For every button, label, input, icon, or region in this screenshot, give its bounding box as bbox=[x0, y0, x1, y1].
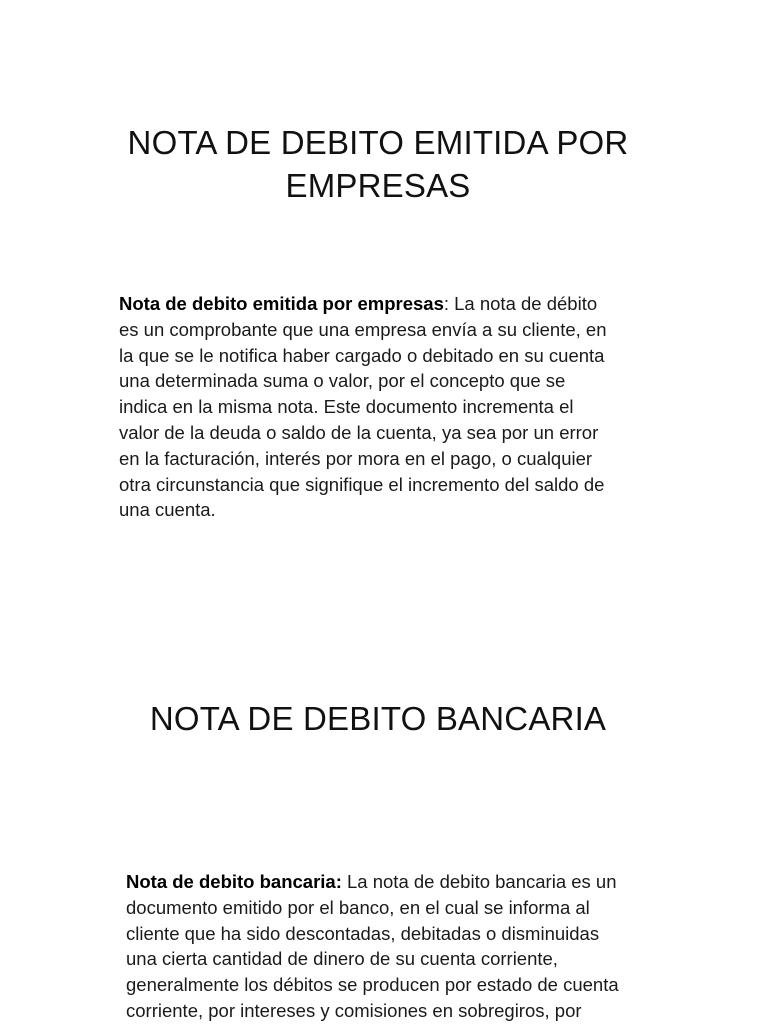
paragraph-line: La nota de débito bbox=[449, 293, 598, 314]
defined-term: Nota de debito emitida por empresas bbox=[119, 293, 444, 314]
paragraph-line: otra circunstancia que signifique el incremento del saldo de bbox=[119, 473, 605, 495]
paragraph-line: es un comprobante que una empresa envía a su cliente, en bbox=[119, 318, 607, 340]
paragraph-line: cliente que ha sido descontadas, debitadas o disminuidas bbox=[126, 922, 600, 944]
paragraph-line: corriente, por intereses y comisiones en sobregiros, por bbox=[126, 999, 582, 1021]
paragraph-line: la que se le notifica haber cargado o debitado en su cuenta bbox=[119, 344, 605, 366]
paragraph-line: generalmente los débitos se producen por estado de cuenta bbox=[126, 974, 619, 996]
paragraph-line: una cierta cantidad de dinero de su cuenta corriente, bbox=[126, 948, 558, 970]
definition-paragraph bbox=[119, 291, 649, 523]
paragraph-line: indica en la misma nota. Este documento incrementa el bbox=[119, 396, 574, 418]
slide-title bbox=[60, 697, 696, 740]
paragraph-line: valor de la deuda o saldo de la cuenta, ya sea por un error bbox=[119, 421, 599, 443]
title-line-2: EMPRESAS bbox=[285, 167, 471, 204]
paragraph-line: La nota de debito bancaria es un bbox=[341, 871, 617, 892]
title-line-1: NOTA DE DEBITO EMITIDA POR bbox=[127, 124, 629, 161]
slide-nota-debito-bancaria bbox=[0, 640, 768, 1024]
title-line-1: NOTA DE DEBITO BANCARIA bbox=[149, 700, 607, 737]
definition-paragraph bbox=[126, 869, 656, 1024]
term-separator: : bbox=[443, 293, 449, 314]
slide-title bbox=[110, 121, 646, 207]
paragraph-line: en la facturación, interés por mora en el pago, o cualquier bbox=[119, 447, 593, 469]
paragraph-line: una determinada suma o valor, por el concepto que se bbox=[119, 370, 566, 392]
paragraph-line: documento emitido por el banco, en el cual se informa al bbox=[126, 896, 590, 918]
paragraph-line: una cuenta. bbox=[119, 499, 216, 521]
defined-term: Nota de debito bancaria: bbox=[126, 871, 342, 892]
